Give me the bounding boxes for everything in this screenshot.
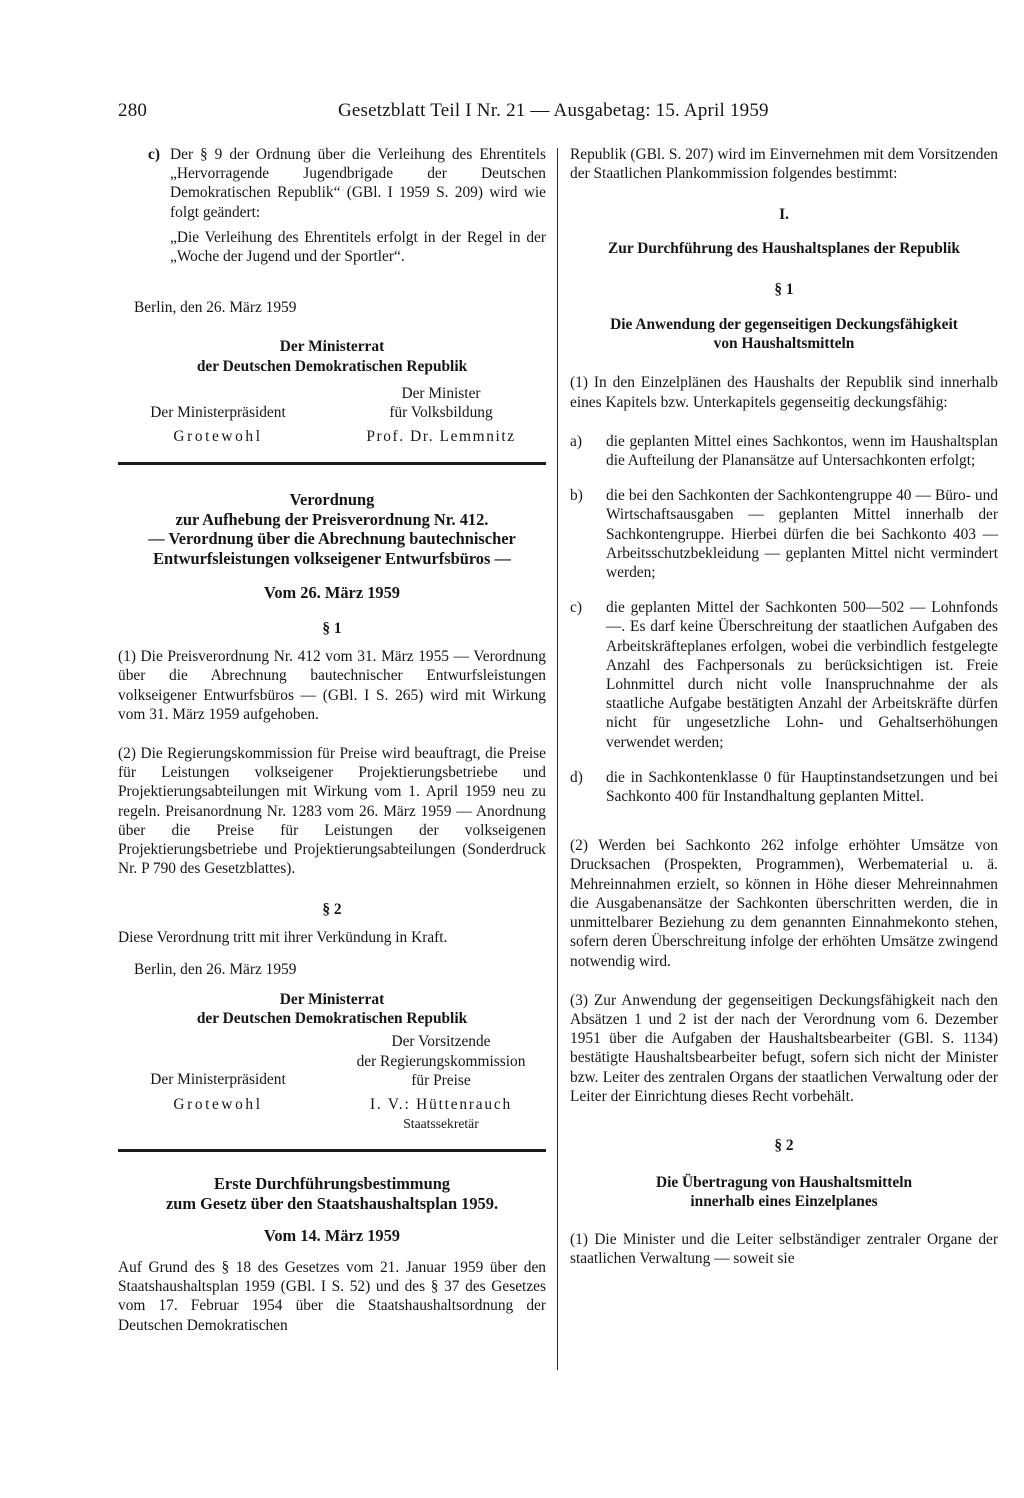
sig1-right-name: Prof. Dr. Lemmnitz [366, 428, 516, 446]
decree1-section1: § 1 [322, 619, 342, 637]
section1-title1: Die Anwendung der gegenseitigen Deckungsfähigkeit [610, 316, 958, 334]
sig1-left-title: Der Ministerpräsident [150, 403, 286, 421]
decree1-para3: Diese Verordnung tritt mit ihrer Verkündung in Kraft. [118, 928, 448, 946]
running-head: Gesetzblatt Teil I Nr. 21 — Ausgabetag: 15. April 1959 [338, 100, 769, 121]
decree2-title2: zum Gesetz über den Staatshaushaltsplan 1959. [165, 1193, 499, 1213]
decree1-section2: § 2 [322, 901, 342, 919]
decree1-para1: (1) Die Preisverordnung Nr. 412 vom 31. März 1955 — Verordnung über die Abrechnung bautechnischer Entwurfsleistungen volkseigener Entwurfsbüros — (GBl. I S. 265) wird mit Wirkung vom 31. März 1959 aufgehoben. [118, 648, 546, 723]
column-divider [557, 148, 558, 1370]
sig2-left [118, 1032, 318, 1133]
decree1-title2: zur Aufhebung der Preisverordnung Nr. 412. [175, 509, 489, 529]
sig1-right-title1: Der Minister [401, 384, 481, 402]
decree2-para1: Auf Grund des § 18 des Gesetzes vom 21. Januar 1959 über den Staatshaushaltsplan 1959 (GBl. I S. 52) und des § 37 des Gesetzes vom 17. Februar 1954 über die Staatshaushaltsordnung der Deutschen Demokratischen [118, 1258, 546, 1334]
item-label: a) [570, 432, 582, 450]
sig2-right-title2: der Regierungskommission [356, 1052, 526, 1070]
sig1-left-name: Grotewohl [173, 428, 263, 446]
decree2-date: Vom 14. März 1959 [264, 1226, 400, 1246]
decree1-council-line2: der Deutschen Demokratischen Republik [196, 1010, 468, 1028]
amendment-item-c [118, 145, 546, 222]
item-label: b) [570, 487, 583, 505]
left-column [118, 145, 546, 1335]
decree1-title4: Entwurfsleistungen volkseigener Entwurfsbüros — [153, 548, 511, 568]
item-text: Der § 9 der Ordnung über die Verleihung des Ehrentitels „Hervorragende Jugendbrigade der Deutschen Demokratischen Republik“ (GBl. I 1959 S. 209) wird wie folgt geändert: [170, 146, 546, 221]
section1-heading: § 1 [774, 280, 794, 298]
decree1-council-line1: Der Ministerrat [279, 990, 385, 1008]
section-rule-2 [118, 1149, 546, 1152]
sig1-place-date: Berlin, den 26. März 1959 [134, 299, 297, 317]
item-text: die in Sachkontenklasse 0 für Hauptinstandsetzungen und bei Sachkonto 400 für Instandhaltung geplanten Mittel. [606, 768, 998, 806]
part-title: Zur Durchführung des Haushaltsplanes der Republik [608, 239, 960, 257]
list-item-d [570, 768, 998, 806]
section2-heading: § 2 [774, 1136, 794, 1154]
section2-title2: innerhalb eines Einzelplanes [690, 1193, 878, 1211]
sig2-left-name: Grotewohl [173, 1095, 263, 1113]
right-para0: Republik (GBl. S. 207) wird im Einvernehmen mit dem Vorsitzenden der Staatlichen Plankommission folgendes bestimmt: [570, 146, 998, 183]
section1-title2: von Haushaltsmitteln [713, 335, 855, 353]
part-numeral: I. [779, 206, 789, 224]
sig2-right-role: Staatssekretär [403, 1116, 479, 1132]
sig2-left-title: Der Ministerpräsident [150, 1071, 286, 1089]
sig1-left [118, 384, 318, 447]
page-header [118, 100, 998, 126]
sig1-right-title2: für Volksbildung [389, 404, 493, 422]
section1-para2: (2) Werden bei Sachkonto 262 infolge erhöhter Umsätze von Drucksachen (Prospekten, Programmen), Werbematerial u. ä. Mehreinnahmen erzielt, so können in Höhe dieser Mehreinnahmen die Ausgabenansätze der Sachkonten überschritten werden, die in unmittelbarer Beziehung zu dem genannten Einnahmekonto stehen, sofern deren Überschreitung infolge der erhöhten Umsätze zwingend notwendig wird. [570, 837, 998, 970]
decree2-title1: Erste Durchführungsbestimmung [213, 1174, 451, 1194]
list-item-a [570, 432, 998, 470]
section-rule [118, 462, 546, 465]
decree1-date: Vom 26. März 1959 [264, 583, 400, 603]
decree1-place-date: Berlin, den 26. März 1959 [134, 960, 297, 978]
list-item-b [570, 486, 998, 582]
sig2-right-name: I. V.: Hüttenrauch [369, 1096, 513, 1113]
sig2-right [336, 1032, 546, 1133]
sig1-block [118, 384, 546, 447]
list-item-c [570, 598, 998, 752]
item-text: die bei den Sachkonten der Sachkontengruppe 40 — Büro- und Wirtschaftsausgaben — geplanten Mittel innerhalb der Sachkontengruppe. Hierbei dürfen die bei Sachkonto 403 — Arbeitsschutzbekleidung — geplanten Mittel nicht vermindert werden; [606, 487, 998, 582]
item-text: die geplanten Mittel eines Sachkontos, wenn im Haushaltsplan die Aufteilung der Planansätze auf Untersachkonten erfolgt; [606, 432, 998, 470]
item-quote: „Die Verleihung des Ehrentitels erfolgt in der Regel in der „Woche der Jugend und der Sportler“. [170, 228, 546, 266]
decree1-para2: (2) Die Regierungskommission für Preise wird beauftragt, die Preise für Leistungen volkseigener Projektierungsbetriebe und Projektierungsabteilungen mit Wirkung vom 1. April 1959 neu zu regeln. Preisanordnung Nr. 1283 vom 26. März 1959 — Anordnung über die Preise für Leistungen der volkseigenen Projektierungsbetriebe und Projektierungsabteilungen (Sonderdruck Nr. P 790 des Gesetzblattes). [118, 744, 546, 878]
sig1-council-line1: Der Ministerrat [279, 338, 385, 356]
sig1-right [336, 384, 546, 447]
item-text: die geplanten Mittel der Sachkonten 500—502 — Lohnfonds —. Es darf keine Überschreitung der staatlichen Aufgaben des Arbeitskräfteplanes erfolgen, wobei die verbindlich festgelegte Anzahl des Fachpersonals zu berücksichtigen ist. Freie Lohnmittel durch nicht volle Inanspruchnahme der als staatliche Aufgabe bestätigten Anzahl der Arbeitskräfte dürfen nicht für ungesetzliche Lohn- und Gehaltserhöhungen verwendet werden; [606, 599, 998, 751]
sig2-right-title1: Der Vorsitzende [391, 1033, 491, 1051]
decree1-title1: Verordnung [289, 490, 375, 510]
section1-para3: (3) Zur Anwendung der gegenseitigen Deckungsfähigkeit nach den Absätzen 1 und 2 ist der nach der Verordnung vom 6. Dezember 1951 über die Aufgaben der Haushaltsbearbeiter (GBl. S. 1134) bestätigte Haushaltsbearbeiter befugt, sofern sich nicht der Minister bzw. Leiter des zentralen Organs der staatlichen Verwaltung oder der Leiter der Einrichtung dieses Recht vorbehält. [570, 991, 998, 1105]
item-label: c) [570, 599, 582, 617]
section1-para1: (1) In den Einzelplänen des Haushalts der Republik sind innerhalb eines Kapitels bzw. Unterkapitels gegenseitig deckungsfähig: [570, 374, 998, 411]
decree1-title3: — Verordnung über die Abrechnung bautechnischer [148, 529, 516, 549]
page-number: 280 [118, 100, 148, 121]
section2-title1: Die Übertragung von Haushaltsmitteln [655, 1174, 913, 1192]
sig1-council-line2: der Deutschen Demokratischen Republik [196, 357, 468, 375]
sig2-block [118, 1032, 546, 1133]
section2-para1: (1) Die Minister und die Leiter selbständiger zentraler Organe der staatlichen Verwaltung — soweit sie [570, 1230, 998, 1267]
item-label: c) [148, 146, 160, 163]
sig2-right-title3: für Preise [411, 1071, 471, 1089]
item-label: d) [570, 768, 583, 786]
right-column [570, 145, 998, 1268]
